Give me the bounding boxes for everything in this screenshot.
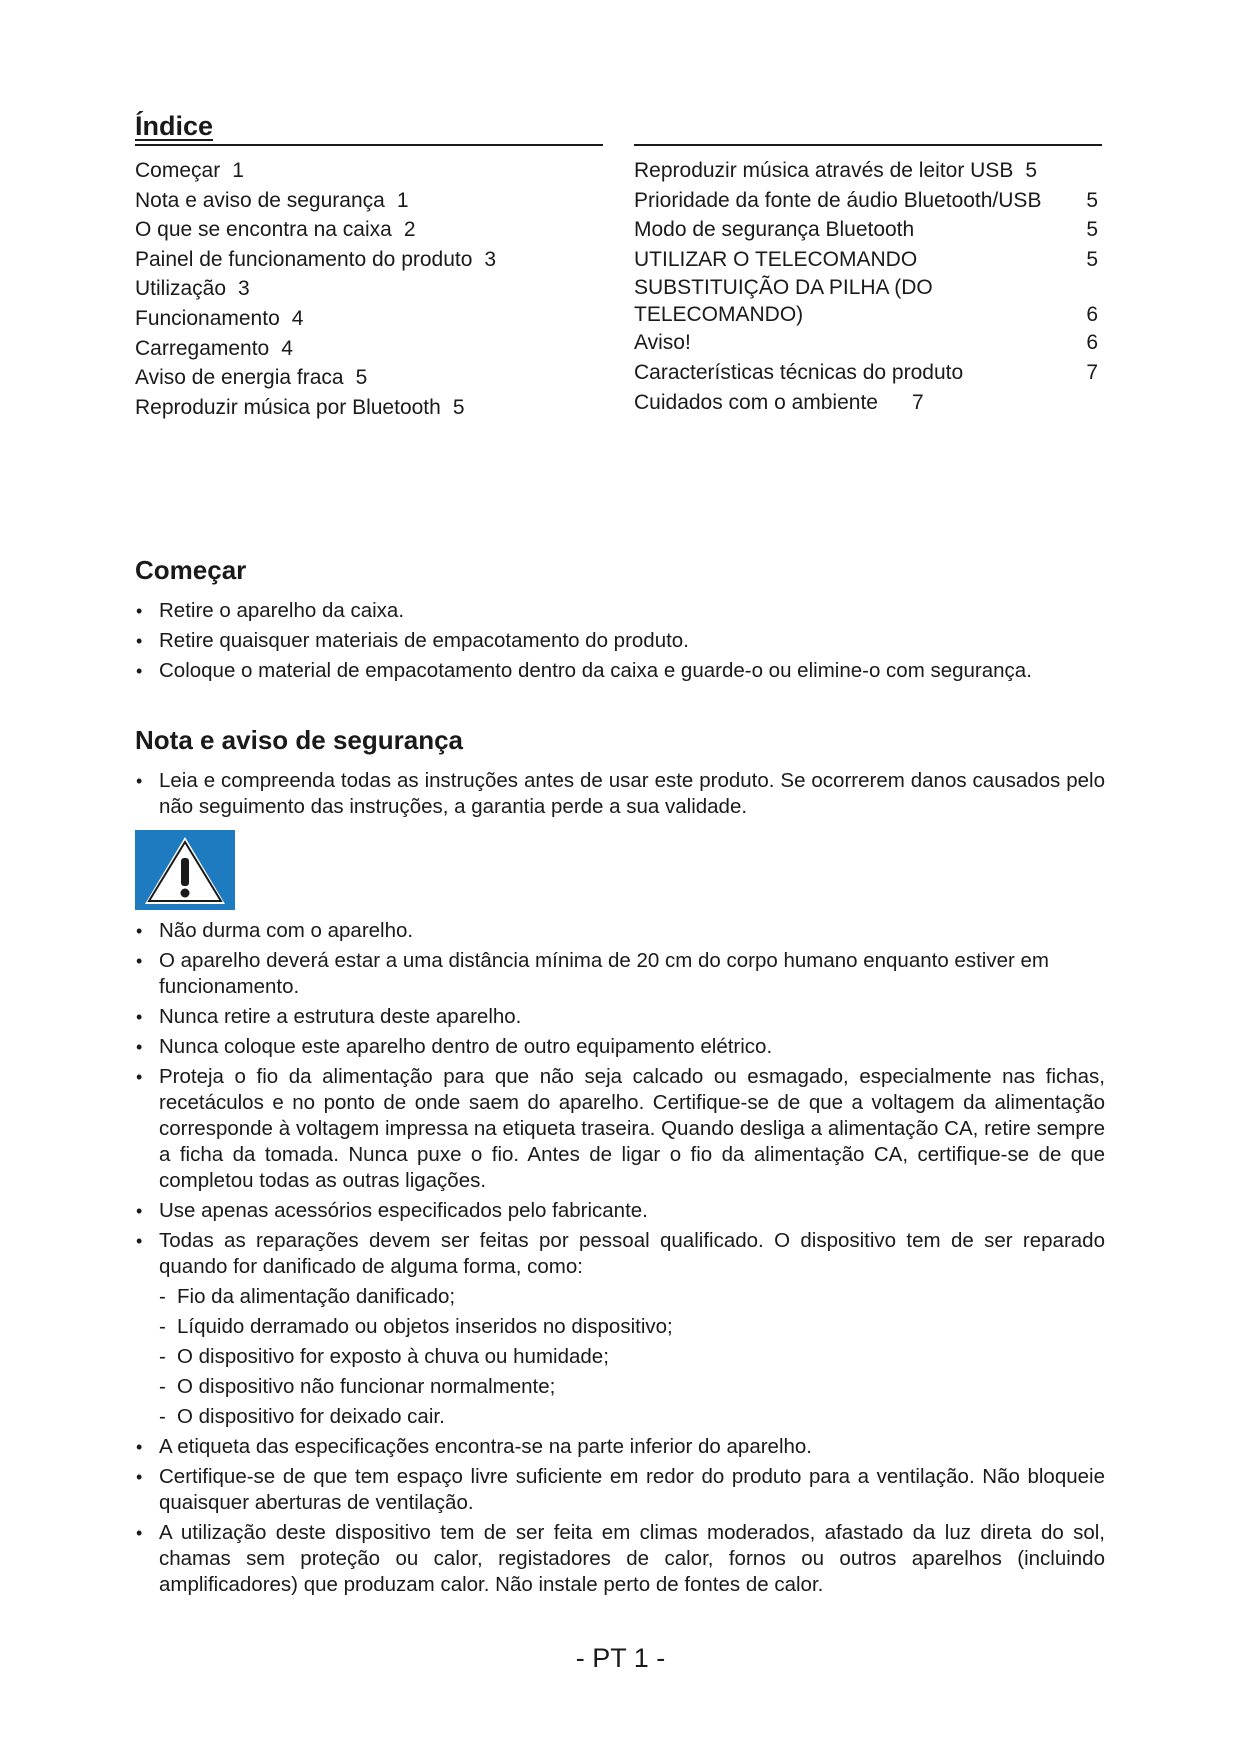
toc-item [135,274,603,304]
toc-item [634,156,1102,186]
toc-page: 7 [911,390,924,414]
toc-page: 4 [281,336,293,360]
toc-item [135,334,603,364]
list-item: • Proteja o fio da alimentação para que não seja calcado ou esmagado, especialmente nas fichas, recetáculos e no ponto de onde saem do aparelho. Certifique-se de que a voltagem da alimentação corresponde à voltagem impressa na etiqueta traseira. Quando desliga a alimentação CA, retire sempre a ficha da tomada. Nunca puxe o fio. Antes de ligar o fio da alimentação CA, certifique-se de que completou todas as outras ligações. [135,1064,1105,1194]
list-item: • Todas as reparações devem ser feitas por pessoal qualificado. O dispositivo tem de ser reparado quando for danificado de alguma forma, como: [135,1228,1105,1280]
list-item: • Nunca coloque este aparelho dentro de outro equipamento elétrico. [135,1034,1105,1060]
list-item: • A utilização deste dispositivo tem de ser feita em climas moderados, afastado da luz direta do sol, chamas sem proteção ou calor, registadores de calor, fornos ou outros aparelhos (incluindo amplificadores) que produzam calor. Não instale perto de fontes de calor. [135,1520,1105,1598]
list-item: • Retire o aparelho da caixa. [135,598,1105,624]
toc-label: Começar [135,159,221,182]
toc-page: 2 [403,218,416,242]
toc-item [135,156,603,186]
toc-item [135,245,603,275]
toc-right-column [634,110,1102,417]
sub-list-item: - O dispositivo for deixado cair. [135,1404,1105,1430]
toc-label-continued: TELECOMANDO) [634,303,804,327]
toc-header [135,110,603,146]
toc-label: O que se encontra na caixa [135,218,392,242]
bullet-list [135,598,1105,684]
section-comecar [135,555,1105,688]
warning-icon [135,830,235,910]
toc-page: 5 [1025,159,1038,182]
sub-list-item: - O dispositivo for exposto à chuva ou humidade; [135,1344,1105,1370]
list-item: • O aparelho deverá estar a uma distância mínima de 20 cm do corpo humano enquanto estiver em funcionamento. [135,948,1105,1000]
toc-item [634,388,1102,418]
toc-label: UTILIZAR O TELECOMANDO [634,247,918,271]
list-item: • Coloque o material de empacotamento dentro da caixa e guarde-o ou elimine-o com segurança. [135,658,1105,684]
toc-label: Características técnicas do produto [634,360,964,384]
toc-item [135,393,603,423]
toc-header-rule [634,110,1102,146]
toc-page: 6 [1086,303,1098,327]
toc-page: 1 [232,159,244,182]
toc-item [135,215,603,245]
toc-page: 5 [452,395,465,419]
page-number: - PT 1 - [575,1643,666,1673]
toc-page: 1 [396,188,409,212]
toc-page: 3 [238,277,250,301]
sub-list-item: - O dispositivo não funcionar normalmente; [135,1374,1105,1400]
list-item: • Não durma com o aparelho. [135,918,1105,944]
list-item: • Retire quaisquer materiais de empacotamento do produto. [135,628,1105,654]
list-item: • A etiqueta das especificações encontra-se na parte inferior do aparelho. [135,1434,1105,1460]
toc-page: 3 [484,247,497,271]
toc-item [634,215,1102,245]
sub-list-item: - Líquido derramado ou objetos inseridos no dispositivo; [135,1314,1105,1340]
toc-title: Índice [135,111,214,141]
toc-page: 5 [1086,247,1098,271]
toc-label: Aviso de energia fraca [135,366,344,390]
toc-page: 4 [291,306,304,330]
list-item: • Use apenas acessórios especificados pelo fabricante. [135,1198,1105,1224]
toc-page: 5 [355,366,368,390]
bullet-list [135,918,1105,1280]
toc-label: Modo de segurança Bluetooth [634,218,915,242]
toc-list-left [135,156,603,422]
toc-item [135,186,603,216]
toc-label: Funcionamento [135,306,280,330]
list-item: • Certifique-se de que tem espaço livre suficiente em redor do produto para a ventilação. Não bloqueie quaisquer aberturas de ventilação. [135,1464,1105,1516]
toc-label: Reproduzir música por Bluetooth [135,395,441,419]
toc-item [135,304,603,334]
bullet-list [135,1434,1105,1598]
toc-list-right [634,156,1102,417]
toc-page: 6 [1086,331,1098,355]
toc-item [634,274,1102,328]
section-title: Nota e aviso de segurança [135,725,464,755]
section-seguranca [135,725,1105,1602]
toc-label: SUBSTITUIÇÃO DA PILHA (DO [634,276,933,300]
toc-label: Cuidados com o ambiente [634,390,878,414]
list-item: • Nunca retire a estrutura deste aparelho. [135,1004,1105,1030]
toc-item [634,328,1102,358]
toc-label: Reproduzir música através de leitor USB [634,159,1014,182]
toc-label: Prioridade da fonte de áudio Bluetooth/USB [634,188,1042,212]
toc-label: Utilização [135,277,227,301]
toc-label: Aviso! [634,331,691,355]
toc-label: Painel de funcionamento do produto [135,247,473,271]
toc-page: 5 [1086,218,1098,242]
toc-left-column [135,110,603,422]
toc-page: 7 [1086,360,1098,384]
toc-page: 5 [1086,188,1098,212]
sub-list-item: - Fio da alimentação danificado; [135,1284,1105,1310]
toc-label: Nota e aviso de segurança [135,188,385,212]
bullet-list [135,768,1105,820]
dash-list [135,1284,1105,1430]
toc-item [634,245,1102,275]
list-item: • Leia e compreenda todas as instruções antes de usar este produto. Se ocorrerem danos causados pelo não seguimento das instruções, a garantia perde a sua validade. [135,768,1105,820]
section-title: Começar [135,555,247,585]
toc-item [135,363,603,393]
toc-item [634,358,1102,388]
toc-item [634,186,1102,216]
toc-label: Carregamento [135,336,270,360]
